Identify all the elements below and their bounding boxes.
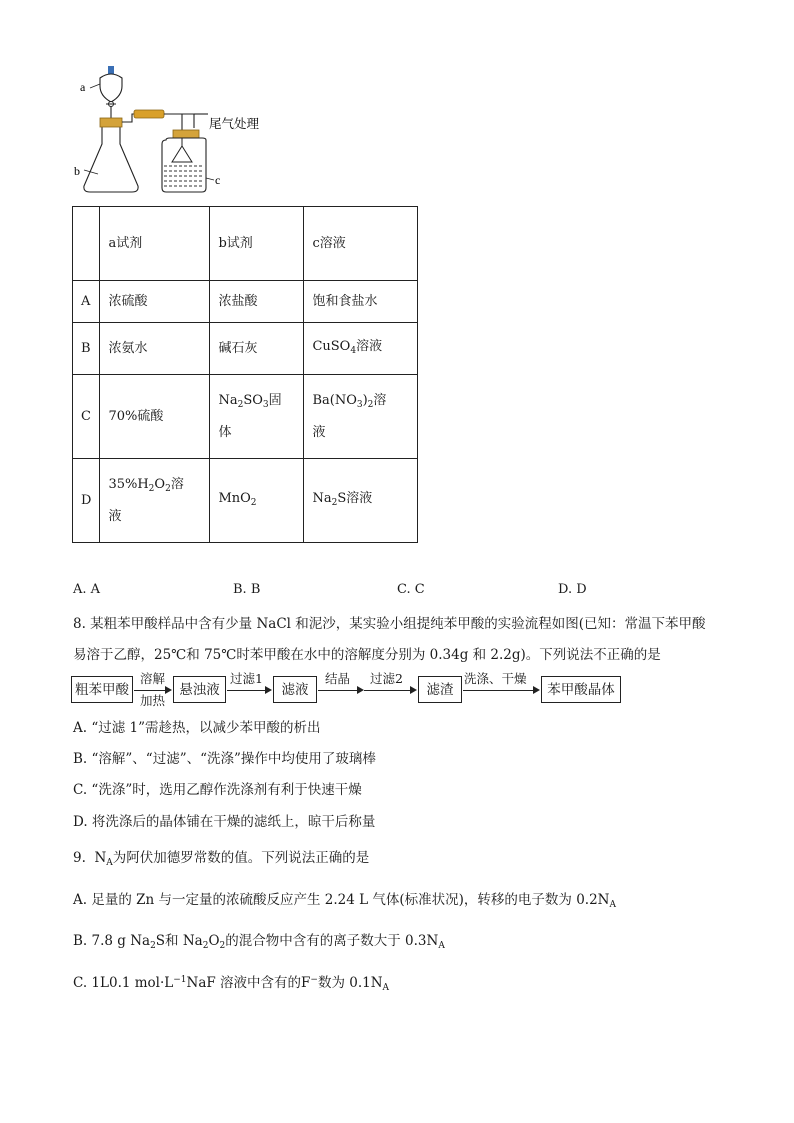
- q7-option-c: C. C: [397, 582, 425, 597]
- q8-option-b: B. “溶解”、“过滤”、“洗涤”操作中均使用了玻璃棒: [73, 751, 376, 767]
- label-c: c: [215, 173, 221, 187]
- q7-option-b: B. B: [233, 582, 261, 597]
- flow-box-filtrate: 滤液: [273, 676, 317, 703]
- funnel-stopper: [108, 66, 114, 74]
- q9-option-c: C. 1L0.1 $mol\cdot L^{-1}NaF$ 溶液中含有的F−数为 $0.1N_A$: [73, 975, 390, 993]
- rubber-tube: [134, 110, 164, 118]
- table-row: D $35\%H_2O_2$溶 液 MnO$_2$ $Na_2S$溶液: [73, 459, 418, 543]
- flow-box-crystal: 苯甲酸晶体: [541, 676, 621, 703]
- q9-stem: 9. $N_A$为阿伏加德罗常数的值。下列说法正确的是: [73, 850, 370, 868]
- header-b: b试剂: [210, 207, 304, 281]
- q8-stem-line1: 8. 某粗苯甲酸样品中含有少量 NaCl 和泥沙，某实验小组提纯苯甲酸的实验流程如图(已知：常温下苯甲酸: [73, 616, 706, 632]
- apparatus-figure: [70, 62, 300, 202]
- reagent-table: [72, 206, 418, 543]
- table-row: C 70%硫酸 $Na_2SO_3$固 体 $Ba(NO_3)_2$溶 液: [73, 375, 418, 459]
- flow-box-residue: 滤渣: [418, 676, 462, 703]
- flask-stopper: [100, 118, 122, 127]
- table-row: B 浓氨水 碱石灰 CuSO$_4$溶液: [73, 323, 418, 375]
- label-tail-gas: 尾气处理: [209, 116, 260, 131]
- q8-option-a: A. “过滤 1”需趁热，以减少苯甲酸的析出: [73, 720, 321, 736]
- flow-arrow-label: 结晶: [325, 671, 351, 686]
- flow-arrow-label: 过滤1: [230, 671, 263, 686]
- flow-box-crude: 粗苯甲酸: [71, 676, 133, 703]
- table-row: A 浓硫酸 浓盐酸 饱和食盐水: [73, 281, 418, 323]
- conical-flask: [84, 126, 138, 192]
- q8-stem-line2: 易溶于乙醇，25℃和 75℃时苯甲酸在水中的溶解度分别为 0.34g 和 2.2g)。下列说法不正确的是: [73, 647, 661, 663]
- header-c: c溶液: [304, 207, 418, 281]
- q7-option-a: A. A: [73, 582, 101, 597]
- q9-option-b: B. 7.8 g $Na_2S$和 $Na_2O_2$的混合物中含有的离子数大于 $0.3N_A$: [73, 933, 445, 951]
- flow-arrow-label: 溶解: [140, 671, 166, 686]
- label-a: a: [80, 80, 86, 94]
- gas-bottle: [162, 138, 206, 192]
- q8-option-c: C. “洗涤”时，选用乙醇作洗涤剂有利于快速干燥: [73, 782, 362, 798]
- q9-option-a: A. 足量的 Zn 与一定量的浓硫酸反应产生 2.24 L 气体(标准状况)，转移的电子数为 $0.2N_A$: [73, 892, 616, 910]
- flow-arrow-label: 洗涤、干燥: [464, 671, 527, 686]
- header-empty: [73, 207, 100, 281]
- table-header-row: [73, 207, 418, 281]
- flow-arrow-label: 加热: [140, 693, 166, 708]
- flow-arrow-label: 过滤2: [370, 671, 403, 686]
- q7-option-d: D. D: [558, 582, 587, 597]
- header-a: a试剂: [100, 207, 210, 281]
- label-b: b: [74, 164, 80, 178]
- apparatus-drawing: [70, 62, 300, 202]
- flow-box-suspension: 悬浊液: [173, 676, 226, 703]
- q8-option-d: D. 将洗涤后的晶体铺在干燥的滤纸上，晾干后称量: [73, 814, 376, 830]
- separatory-funnel: [100, 74, 122, 102]
